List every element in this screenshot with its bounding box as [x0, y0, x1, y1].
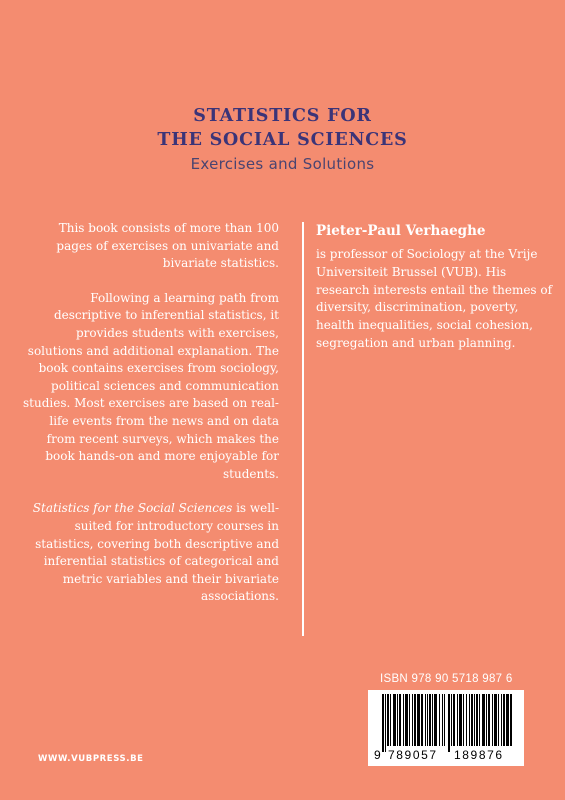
- barcode-bar: [390, 694, 391, 746]
- barcode-digits-left: 789057: [388, 748, 438, 762]
- description-paragraph-2: Following a learning path from descriptive to inferential statistics, it provides students with exercises, solutions and additional explanation. The book contains exercises from sociology, political sciences and communication studies. Most exercises are based on real-life events from the news and on data from recent surveys, which makes the book hands-on and more enjoyable for students.: [23, 290, 279, 481]
- barcode-bar: [442, 694, 443, 746]
- barcode-bar: [439, 694, 440, 746]
- barcode-bar: [427, 694, 428, 746]
- book-title: [0, 104, 565, 152]
- barcode-bar: [409, 694, 410, 746]
- book-description: [20, 220, 279, 623]
- barcode-bar: [510, 694, 512, 746]
- barcode-bar: [501, 694, 502, 746]
- barcode-number: [368, 746, 524, 764]
- barcode-bar: [405, 694, 408, 746]
- barcode-bar: [425, 694, 426, 746]
- barcode-bar: [387, 694, 389, 746]
- barcode-bar: [492, 694, 493, 746]
- barcode-bar: [476, 694, 478, 746]
- barcode-digits-right: 189876: [454, 748, 504, 762]
- barcode-bar: [482, 694, 485, 746]
- description-paragraph-3: [20, 500, 279, 606]
- barcode-bar: [453, 694, 455, 746]
- author-name: Pieter-Paul Verhaeghe: [316, 223, 486, 239]
- title-line-2: THE SOCIAL SCIENCES: [157, 130, 408, 150]
- barcode-bar: [399, 694, 401, 746]
- barcode-bar: [488, 694, 490, 746]
- barcode-bar: [385, 694, 386, 752]
- column-divider: [302, 222, 304, 636]
- barcode-bar: [403, 694, 404, 746]
- description-paragraph-1: This book consists of more than 100 pages of exercises on univariate and bivariate statistics.: [56, 221, 279, 271]
- barcode-bar: [412, 694, 413, 746]
- barcode-bar: [506, 694, 509, 746]
- author-bio: is professor of Sociology at the Vrije Universiteit Brussel (VUB). His research interests entail the themes of diversity, discrimination, poverty, health inequalities, social cohesion, segregation and urban planning.: [316, 247, 553, 350]
- barcode-bar: [474, 694, 475, 746]
- barcode: [368, 690, 524, 766]
- barcode-bar: [421, 694, 423, 746]
- barcode-bar: [397, 694, 398, 746]
- barcode-bar: [393, 694, 396, 746]
- barcode-bar: [448, 694, 450, 752]
- barcode-bar: [471, 694, 473, 746]
- barcode-bar: [503, 694, 505, 746]
- barcode-bar: [459, 694, 462, 746]
- barcode-bar: [457, 694, 458, 746]
- barcode-bar: [382, 694, 384, 752]
- barcode-bar: [434, 694, 437, 746]
- barcode-bar: [466, 694, 467, 746]
- barcode-bar: [469, 694, 470, 746]
- barcode-bar: [414, 694, 416, 746]
- barcode-bar: [463, 694, 464, 746]
- barcode-bar: [494, 694, 497, 746]
- barcode-bar: [444, 694, 445, 746]
- description-book-title: Statistics for the Social Sciences: [32, 501, 233, 516]
- barcode-bar: [429, 694, 431, 746]
- isbn-label: ISBN 978 90 5718 987 6: [380, 673, 513, 685]
- publisher-url: WWW.VUBPRESS.BE: [38, 754, 144, 764]
- barcode-digit-first: 9: [374, 748, 381, 762]
- book-subtitle: Exercises and Solutions: [190, 155, 375, 173]
- description-paragraph-3-text: is well-suited for introductory courses in statistics, covering both descriptive and inferential statistics of categorical and metric variables and their bivariate associations.: [35, 501, 279, 604]
- barcode-bar: [451, 694, 452, 746]
- barcode-bar: [417, 694, 420, 746]
- barcode-bar: [498, 694, 499, 746]
- barcode-bar: [486, 694, 487, 746]
- barcode-bar: [479, 694, 480, 746]
- barcode-bar: [432, 694, 433, 746]
- title-line-1: STATISTICS FOR: [193, 106, 372, 126]
